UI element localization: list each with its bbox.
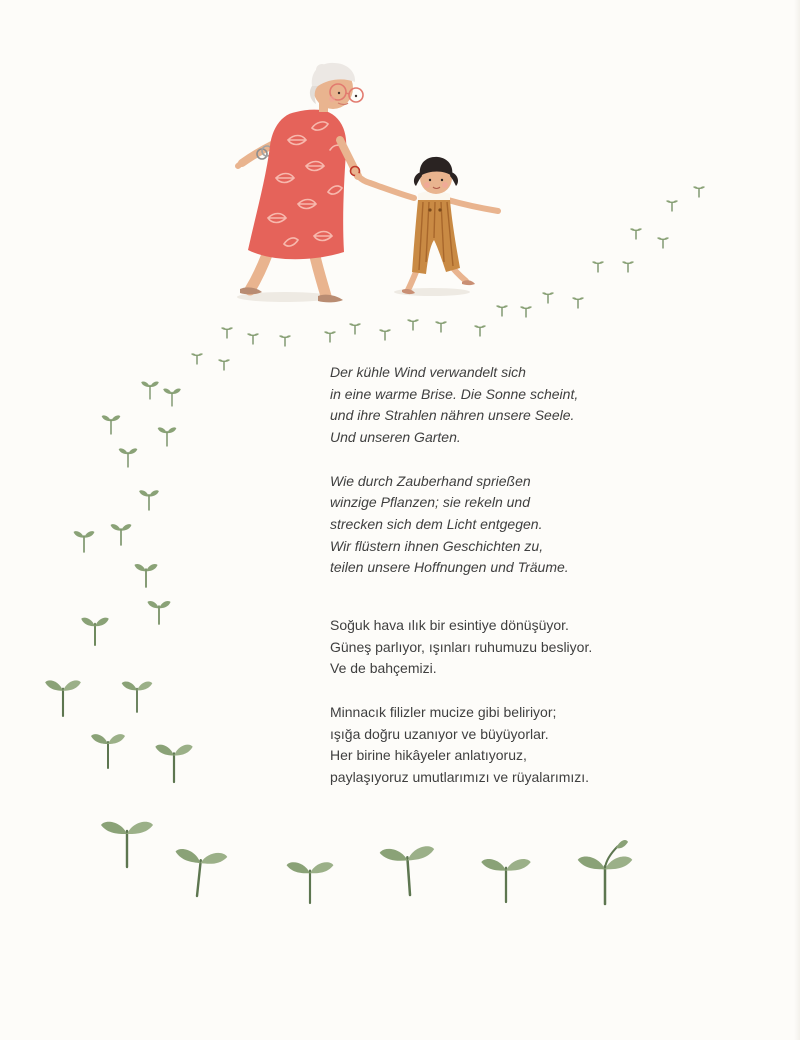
turkish-line: paylaşıyoruz umutlarımızı ve rüyalarımızı.: [330, 768, 590, 785]
turkish-poem: [330, 615, 592, 789]
child-figure: [370, 157, 498, 294]
turkish-line: Minnacık filizler mucize gibi beliriyor;: [330, 703, 557, 720]
german-line: Der kühle Wind verwandelt sich: [330, 364, 526, 380]
german-stanza-2: [330, 471, 578, 580]
turkish-line: Soğuk hava ılık bir esintiye dönüşüyor.: [330, 617, 569, 633]
german-line: in eine warme Brise. Die Sonne scheint,: [330, 385, 579, 402]
stanza-gap: [330, 449, 578, 471]
stanza-gap: [330, 680, 592, 702]
turkish-stanza-2: [330, 702, 592, 789]
german-poem: [330, 362, 578, 579]
turkish-line: Her birine hikâyeler anlatıyoruz,: [330, 747, 527, 764]
german-line: Und unseren Garten.: [330, 429, 461, 446]
turkish-stanza-1: [330, 615, 592, 680]
german-line: Wie durch Zauberhand sprießen: [330, 472, 531, 489]
turkish-line: ışığa doğru uzanıyor ve büyüyorlar.: [330, 725, 549, 742]
german-line: teilen unsere Hoffnungen und Träume.: [330, 559, 569, 576]
german-line: und ihre Strahlen nähren unsere Seele.: [330, 407, 575, 424]
grandmother-figure: [238, 63, 370, 302]
german-line: winzige Pflanzen; sie rekeln und: [330, 494, 531, 511]
german-line: strecken sich dem Licht entgegen.: [330, 515, 543, 532]
german-line: Wir flüstern ihnen Geschichten zu,: [330, 537, 544, 554]
turkish-line: Güneş parlıyor, ışınları ruhumuzu besliyor.: [330, 638, 593, 655]
german-stanza-1: [330, 362, 578, 449]
turkish-line: Ve de bahçemizi.: [330, 660, 437, 677]
